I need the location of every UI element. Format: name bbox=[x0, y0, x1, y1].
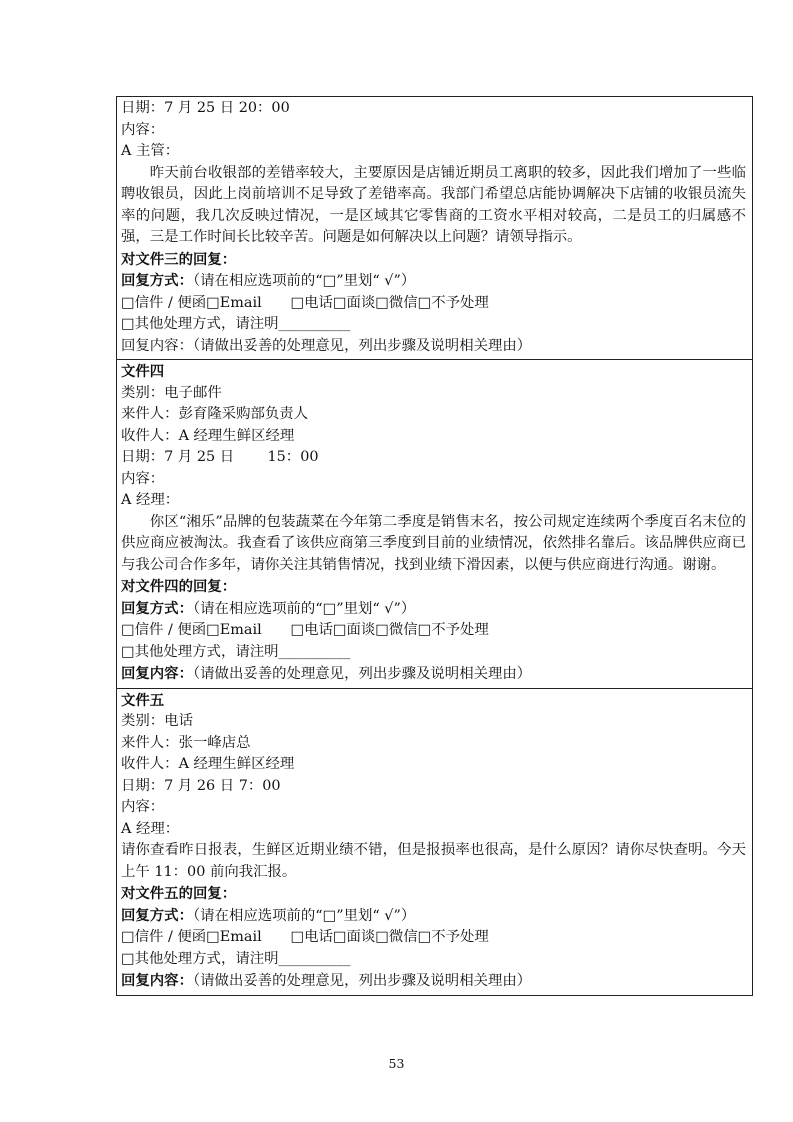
file-three-body: 昨天前台收银部的差错率较大，主要原因是店铺近期员工离职的较多，因此我们增加了一些临聘收银员，因此上岗前培训不足导致了差错率高。我部门希望总店能协调解决下店铺的收银员流失率的问题，我几次反映过情况，一是区域其它零售商的工资水平相对较高，二是员工的归属感不强，三是工作时间长比较辛苦。问题是如何解决以上问题？请领导指示。 bbox=[121, 164, 746, 245]
reply-content-label: 回复内容： bbox=[121, 665, 193, 682]
file-four-reply-method bbox=[121, 598, 752, 621]
file-four-category: 类别：电子邮件 bbox=[121, 384, 222, 401]
file-three-salutation: A 主管： bbox=[121, 143, 180, 159]
file-five-cell bbox=[117, 688, 752, 995]
document-table bbox=[116, 96, 753, 996]
file-three-date: 日期：7 月 25 日 20：00 bbox=[121, 100, 290, 116]
file-five-reply-content bbox=[121, 970, 752, 993]
file-five-sender: 来件人：张一峰店总 bbox=[121, 734, 251, 751]
file-five-content-label: 内容： bbox=[121, 799, 165, 815]
file-three-reply-heading: 对文件三的回复： bbox=[121, 250, 237, 268]
file-five-title: 文件五 bbox=[121, 691, 165, 709]
reply-content-label: 回复内容： bbox=[121, 972, 193, 989]
file-four-salutation: A 经理： bbox=[121, 492, 180, 508]
file-four-sender: 来件人：彭育隆采购部负责人 bbox=[121, 406, 309, 422]
page-number: 53 bbox=[388, 1056, 405, 1071]
file-three-reply-options: □信件 / 便函□Email □电话□面谈□微信□不予处理 bbox=[121, 294, 489, 311]
file-five-recipient: 收件人：A 经理生鲜区经理 bbox=[121, 756, 295, 772]
file-five-reply-heading: 对文件五的回复： bbox=[121, 885, 237, 902]
reply-content-label: 回复内容： bbox=[121, 337, 193, 354]
reply-method-label: 回复方式： bbox=[121, 599, 193, 617]
reply-method-hint: （请在相应选项前的“□”里划“ √”） bbox=[192, 273, 416, 289]
file-five-other-method: □其他处理方式，请注明__________ bbox=[121, 950, 351, 967]
file-three-content-label: 内容： bbox=[121, 121, 165, 138]
file-five-category: 类别：电话 bbox=[121, 713, 193, 729]
file-four-reply-heading: 对文件四的回复： bbox=[121, 578, 237, 595]
file-four-reply-content bbox=[121, 663, 752, 686]
reply-method-label: 回复方式： bbox=[121, 906, 193, 924]
file-five-body: 请你查看昨日报表，生鲜区近期业绩不错，但是报损率也很高，是什么原因？请你尽快查明。今天上午 11：00 前向我汇报。 bbox=[121, 842, 746, 880]
reply-content-hint: （请做出妥善的处理意见，列出步骤及说明相关理由） bbox=[192, 973, 532, 989]
file-three-cell bbox=[117, 97, 752, 359]
file-three-other-method: □其他处理方式，请注明__________ bbox=[121, 316, 351, 332]
reply-content-hint: （请做出妥善的处理意见，列出步骤及说明相关理由） bbox=[192, 666, 532, 682]
file-four-recipient: 收件人：A 经理生鲜区经理 bbox=[121, 427, 295, 444]
reply-method-label: 回复方式： bbox=[121, 272, 193, 289]
reply-method-hint: （请在相应选项前的“□”里划“ √”） bbox=[192, 600, 416, 617]
file-three-reply-content bbox=[121, 336, 752, 358]
file-five-reply-options: □信件 / 便函□Email □电话□面谈□微信□不予处理 bbox=[121, 929, 489, 945]
file-four-content-label: 内容： bbox=[121, 470, 165, 487]
file-three-reply-method bbox=[121, 270, 752, 293]
file-four-body: 你区“湘乐”品牌的包装蔬菜在今年第二季度是销售末名，按公司规定连续两个季度百名末位的供应商应被淘汰。我查看了该供应商第三季度到目前的业绩情况，依然排名靠后。该品牌供应商已与我公司合作多年，请你关注其销售情况，找到业绩下滑因素，以便与供应商进行沟通。谢谢。 bbox=[121, 513, 746, 573]
reply-method-hint: （请在相应选项前的“□”里划“ √”） bbox=[192, 907, 416, 924]
file-five-reply-method bbox=[121, 905, 752, 928]
file-four-date: 日期：7 月 25 日 15：00 bbox=[121, 449, 319, 465]
file-four-cell bbox=[117, 359, 752, 688]
reply-content-hint: （请做出妥善的处理意见，列出步骤及说明相关理由） bbox=[192, 337, 532, 354]
file-four-title: 文件四 bbox=[121, 363, 165, 380]
file-four-other-method: □其他处理方式，请注明__________ bbox=[121, 643, 351, 660]
file-five-date: 日期：7 月 26 日 7：00 bbox=[121, 777, 281, 794]
file-five-salutation: A 经理： bbox=[121, 820, 180, 837]
file-four-reply-options: □信件 / 便函□Email □电话□面谈□微信□不予处理 bbox=[121, 622, 489, 638]
